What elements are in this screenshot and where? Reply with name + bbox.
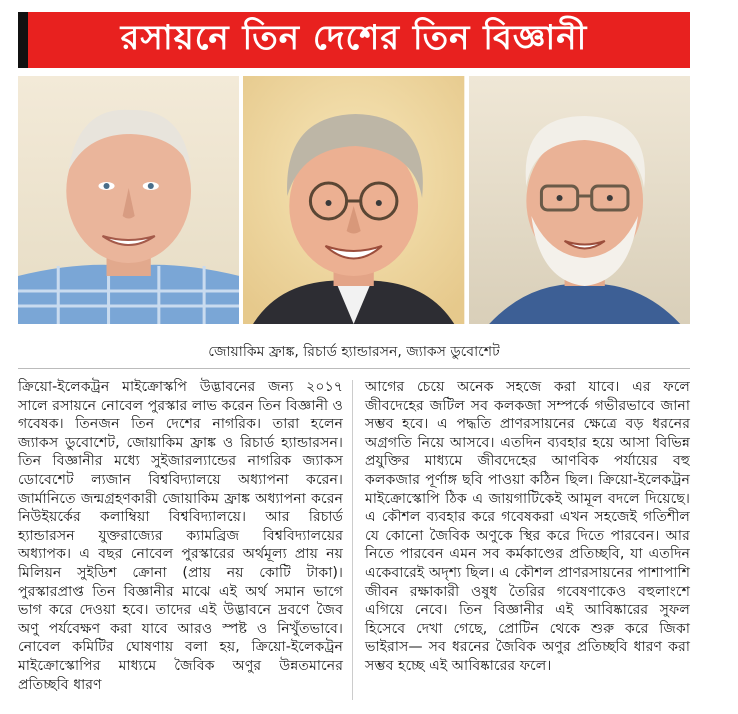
portrait-2-image [243, 76, 464, 324]
article-column-right: আগের চেয়ে অনেক সহজে করা যাবে। এর ফলে জীবদেহের জটিল সব কলকজা সম্পর্কে গভীরভাবে জানা সম্ভব হবে। এ পদ্ধতি প্রাণরসায়নের ক্ষেত্রে বড় ধরনের অগ্রগতি নিয়ে আসবে। এতদিন ব্যবহার হয়ে আসা বিভিন্ন প্রযুক্তির মাধ্যমে জীবদেহের আণবিক পর্যায়ের বহু কলকজার পূর্ণাঙ্গ ছবি পাওয়া কঠিন ছিল। ক্রিয়ো-ইলেকট্রন মাইক্রোস্কোপি ঠিক এ জায়গাটিকেই আমূল বদলে দিয়েছে। এ কৌশল ব্যবহার করে গবেষকরা এখন সহজেই গতিশীল যে কোনো জৈবিক অণুকে স্থির করে দিতে পারবেন। আর নিতে পারবেন এমন সব কর্মকাণ্ডের প্রতিচ্ছবি, যা এতদিন একেবারেই অদৃশ্য ছিল। এ কৌশল প্রাণরসায়নের পাশাপাশি জীবন রক্ষাকারী ওষুধ তৈরির গবেষণাকেও বহুলাংশে এগিয়ে নেবে। তিন বিজ্ঞানীর এই আবিষ্কারের সুফল হিসেবে দেখা গেছে, প্রোটিন থেকে শুরু করে জিকা ভাইরাস— সব ধরনের জৈবিক অণুর প্রতিচ্ছবি ধারণ করা সম্ভব হচ্ছে এই আবিষ্কারের ফলে। [365, 379, 690, 674]
photo-strip [18, 76, 690, 324]
headline-banner [18, 12, 690, 68]
article-column-left: ক্রিয়ো-ইলেকট্রন মাইক্রোস্কপি উদ্ভাবনের জন্য ২০১৭ সালে রসায়নে নোবেল পুরস্কার লাভ করেন তিন বিজ্ঞানী ও গবেষক। তিনজন তিন দেশের নাগরিক। তারা হলেন জ্যাকস ডুবোশেট, জোয়াকিম ফ্রাঙ্ক ও রিচার্ড হ্যান্ডারসন। তিন বিজ্ঞানীর মধ্যে সুইজারল্যান্ডের নাগরিক জ্যাকস ডোবেশেট ল্যজান বিশ্ববিদ্যালয়ে অধ্যাপনা করেন। জার্মানিতে জন্মগ্রহণকারী জোয়াকিম ফ্রাঙ্ক অধ্যাপনা করেন নিউইয়র্কের কলাম্বিয়া বিশ্ববিদ্যালয়ে। আর রিচার্ড হ্যান্ডারসন যুক্তরাজ্যের ক্যামব্রিজ বিশ্ববিদ্যালয়ের অধ্যাপক। এ বছর নোবেল পুরস্কারের অর্থমূল্য প্রায় নয় মিলিয়ন সুইডিশ ক্রোনা (প্রায় নয় কোটি টাকা)। পুরস্কারপ্রাপ্ত তিন বিজ্ঞানীর মাঝে এই অর্থ সমান ভাগে ভাগ করে দেওয়া হবে। তাদের এই উদ্ভাবনে দ্রবণে জৈব অণু পর্যবেক্ষণ করা যাবে আরও স্পষ্ট ও নিখুঁতভাবে। নোবেল কমিটির ঘোষণায় বলা হয়, ক্রিয়ো-ইলেকট্রন মাইক্রোস্কোপির মাধ্যমে জৈবিক অণুর উন্নতমানের প্রতিচ্ছবি ধারণ [18, 379, 343, 693]
portrait-richard-henderson [469, 76, 690, 324]
portrait-jacques-dubochet [18, 76, 239, 324]
column-divider [352, 380, 353, 700]
caption-divider [18, 368, 690, 369]
photo-caption: জোয়াকিম ফ্রাঙ্ক, রিচার্ড হ্যান্ডারসন, জ্যাকস ডুবোশেট [208, 344, 500, 360]
headline-accent-bar [18, 12, 28, 68]
headline: রসায়নে তিন দেশের তিন বিজ্ঞানী [120, 17, 588, 58]
portrait-3-image [469, 76, 690, 324]
portrait-joachim-frank [243, 76, 464, 324]
portrait-1-image [18, 76, 239, 324]
